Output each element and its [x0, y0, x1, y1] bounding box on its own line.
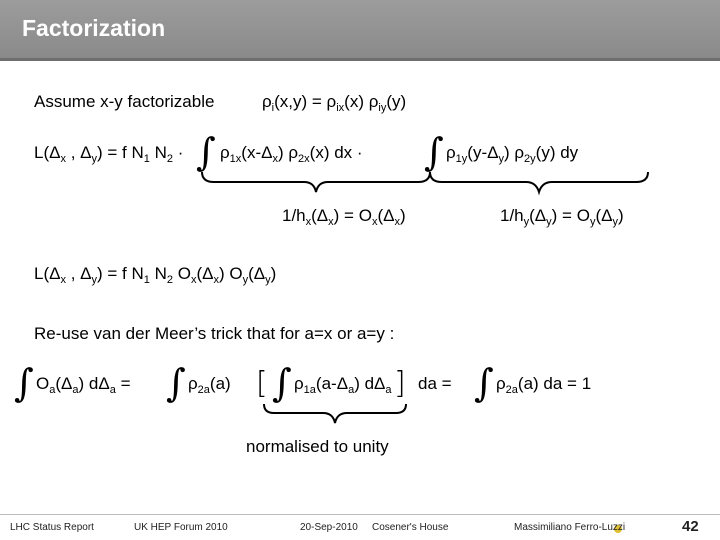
eq-sub: y [265, 274, 271, 286]
eq-part: · [173, 143, 184, 162]
integral-sign-y: ∫ [424, 130, 444, 174]
title-bar [0, 0, 720, 58]
eq-part: , Δ [65, 143, 92, 162]
eq-sub: ix [336, 102, 345, 114]
underbrace-y [428, 170, 650, 196]
eq-part: O [36, 374, 50, 393]
eq-part: (Δ [311, 206, 329, 225]
integrand-x [220, 143, 363, 169]
eq-part: ) [399, 206, 406, 225]
eq-sub: a [348, 384, 355, 396]
eq-part: N [149, 143, 167, 162]
eq-sub: 1 [143, 274, 150, 286]
trick-result [496, 374, 591, 400]
overlap-integral-x [282, 206, 406, 232]
footer-forum: UK HEP Forum 2010 [134, 522, 228, 533]
eq-part: (y-Δ [467, 143, 499, 162]
eq-part: ρ [294, 374, 304, 393]
trick-inner-integrand [294, 374, 392, 400]
overlap-integral-y [500, 206, 624, 232]
eq-part: , Δ [65, 264, 92, 283]
title-underline [0, 58, 720, 61]
footer-venue: Cosener's House [372, 522, 449, 533]
page-number: 42 [682, 518, 699, 535]
reuse-text: Re-use van der Meer’s trick that for a=x or a=y : [34, 324, 395, 343]
eq-part: (Δ [248, 264, 266, 283]
eq-part: (x,y) = ρ [274, 92, 337, 111]
eq-part: ) = O [551, 206, 590, 225]
integral-sign-1: ∫ [14, 361, 34, 405]
eq-sub: 1 [143, 153, 150, 165]
integral-sign-3: ∫ [272, 361, 292, 405]
eq-part: (Δ [377, 206, 395, 225]
eq-part: (a) [209, 374, 231, 393]
footer-report: LHC Status Report [10, 522, 94, 533]
integral-sign-x: ∫ [196, 130, 216, 174]
eq-sub: 1y [455, 153, 468, 165]
luminosity-factorized [34, 264, 276, 290]
underbrace-normalised [262, 402, 408, 426]
eq-part: ) = O [333, 206, 372, 225]
underbrace-x [200, 170, 432, 196]
integral-sign-4: ∫ [474, 361, 494, 405]
eq-sub: x [371, 216, 378, 228]
eq-part: (Δ [55, 374, 73, 393]
eq-sub: y [91, 274, 98, 286]
eq-sub: a [385, 384, 392, 396]
eq-sub: y [498, 153, 504, 165]
eq-part: ) ρ [503, 143, 525, 162]
eq-sub: y [546, 216, 552, 228]
eq-part: N [149, 264, 167, 283]
eq-sub: i [271, 102, 275, 114]
eq-sub: y [242, 274, 249, 286]
eq-part: (y) dy [535, 143, 579, 162]
eq-part: ) = f N [97, 143, 144, 162]
eq-part: ) [270, 264, 277, 283]
open-bracket: [ [256, 366, 268, 401]
eq-sub: a [109, 384, 116, 396]
footer-divider [0, 514, 720, 515]
eq-sub: x [190, 274, 197, 286]
eq-part: (a-Δ [315, 374, 349, 393]
eq-part: ) O [219, 264, 243, 283]
eq-sub: x [272, 153, 278, 165]
eq-part: (x) dx · [309, 143, 363, 162]
slide-title: Factorization [22, 15, 166, 41]
eq-sub: x [213, 274, 220, 286]
eq-sub: x [60, 153, 66, 165]
eq-part: L(Δ [34, 143, 61, 162]
eq-part: ) ρ [277, 143, 299, 162]
eq-sub: 2y [524, 153, 536, 165]
eq-sub: x [305, 216, 312, 228]
eq-part: ρ [446, 143, 456, 162]
eq-sub: iy [378, 102, 387, 114]
eq-sub: x [328, 216, 334, 228]
eq-part: (x-Δ [241, 143, 273, 162]
eq-sub: a [49, 384, 56, 396]
eq-part: ρ [262, 92, 272, 111]
eq-part: 1/h [500, 206, 524, 225]
footer-author: Massimiliano Ferro-Luzzi [514, 522, 626, 533]
eq-sub: 1a [303, 384, 316, 396]
luminosity-lhs [34, 143, 183, 169]
eq-part: (Δ [196, 264, 214, 283]
eq-sub: a [72, 384, 79, 396]
eq-part: ρ [220, 143, 230, 162]
eq-sub: 2x [298, 153, 310, 165]
eq-sub: 2a [505, 384, 518, 396]
eq-part: L(Δ [34, 264, 61, 283]
integrand-y [446, 143, 578, 169]
eq-sub: x [60, 274, 66, 286]
eq-sub: 2 [166, 274, 174, 286]
eq-sub: y [612, 216, 618, 228]
eq-sub: 1x [229, 153, 242, 165]
eq-part: ) dΔ [78, 374, 110, 393]
eq-part: 1/h [282, 206, 306, 225]
integral-sign-2: ∫ [166, 361, 186, 405]
eq-sub: y [91, 153, 98, 165]
eq-part: (a) da = 1 [517, 374, 592, 393]
eq-part: = [115, 374, 131, 393]
eq-part: ) = f N [97, 264, 144, 283]
footer-date: 20-Sep-2010 [300, 522, 358, 533]
trick-lhs [36, 374, 131, 400]
eq-part: ) [617, 206, 624, 225]
eq-part: (y) [386, 92, 407, 111]
eq-sub: 2a [197, 384, 210, 396]
eq-part: ) dΔ [354, 374, 386, 393]
assume-text: Assume x-y factorizable [34, 92, 215, 111]
normalised-label: normalised to unity [246, 437, 389, 456]
trick-rho2a [188, 374, 231, 400]
eq-part: ρ [496, 374, 506, 393]
trick-da: da = [418, 374, 452, 393]
eq-part: (x) ρ [344, 92, 379, 111]
eq-sub: y [589, 216, 596, 228]
eq-part: (Δ [529, 206, 547, 225]
eq-sub: x [394, 216, 400, 228]
close-bracket: ] [394, 366, 406, 401]
eq-sub: y [523, 216, 530, 228]
eq-sub: 2 [166, 153, 174, 165]
eq-part: ρ [188, 374, 198, 393]
eq-part: O [173, 264, 191, 283]
eq-part: (Δ [595, 206, 613, 225]
rho-factorization-equation [262, 92, 406, 118]
